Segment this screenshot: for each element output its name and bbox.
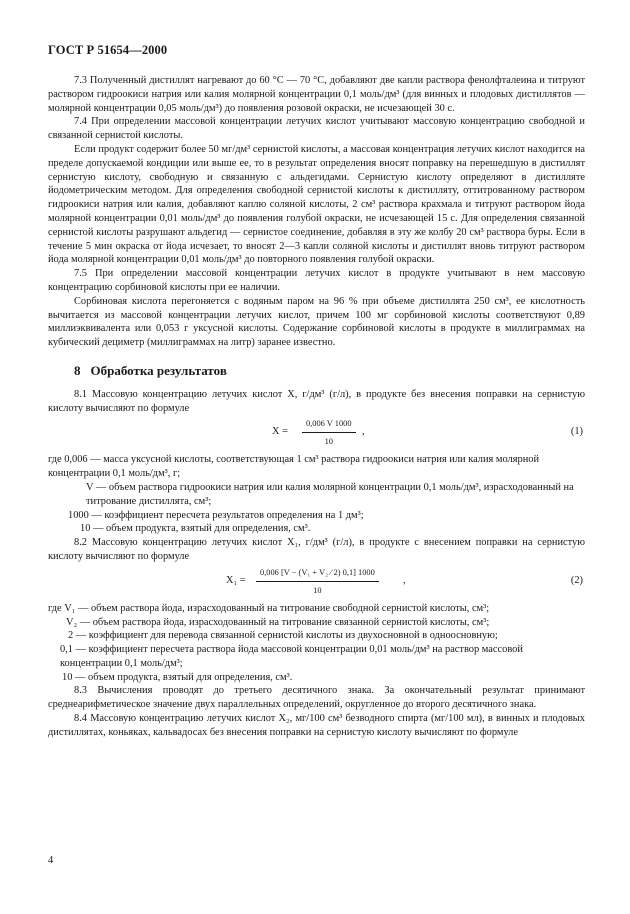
formula-2-lhs: X₁ = bbox=[226, 574, 246, 586]
section-heading bbox=[74, 364, 585, 378]
definition-symbol: 10 — bbox=[62, 671, 86, 683]
formula-1-comma: , bbox=[362, 426, 365, 438]
definition-text: объем раствора йода, израсходованный на титрование свободной сернистой кислоты, см³; bbox=[90, 602, 490, 614]
definition-text: коэффициент пересчета раствора йода массовой концентрации 0,01 моль/дм³ на раствор массовой концентрации 0,1 моль/дм³; bbox=[60, 644, 523, 669]
formula-2-number: (2) bbox=[570, 574, 583, 586]
formula-1-denominator: 10 bbox=[324, 437, 333, 447]
paragraph-sorbic: Сорбиновая кислота перегоняется с водяным паром на 96 % при объеме дистиллята 250 см³, ее кислотность вычитается из массовой концентрации летучих кислот, причем 100 мг сорбиновой кислоты соответствуют 0,89 миллиэквивалента или 0,053 г уксусной кислоты. Содержание сорбиновой кислоты в продукте в миллиграммах на кубический дециметр (миллиграммах на литр) заранее известно. bbox=[48, 295, 585, 349]
definition-item bbox=[48, 643, 585, 671]
paragraph-7-4: 7.4 При определении массовой концентрации летучих кислот учитывают массовую концентрацию свободной и связанной сернистой кислоты. bbox=[48, 116, 585, 142]
formula-2-numerator: 0,006 [V − (V₁ + V₂ ∕ 2) 0,1] 1000 bbox=[256, 566, 379, 582]
definition-item bbox=[48, 602, 585, 616]
definition-item bbox=[48, 671, 585, 685]
formula-2-comma: , bbox=[403, 574, 406, 586]
definition-text: объем продукта, взятый для определения, см³. bbox=[106, 523, 311, 535]
formula-1-numerator: 0,006 V 1000 bbox=[302, 417, 356, 433]
paragraph-8-4: 8.4 Массовую концентрацию летучих кислот X₂, мг/100 см³ безводного спирта (мг/100 мл), в винных и плодовых дистиллятах, коньяках, кальвадосах без внесения поправки на сернистую кислоту вычисляют по формуле bbox=[48, 713, 585, 738]
formula-1-lhs: X = bbox=[272, 426, 288, 438]
paragraph-7-5: 7.5 При определении массовой концентрации летучих кислот в продукте учитывают в нем массовую концентрацию сорбиновой кислоты при ее наличии. bbox=[48, 268, 585, 293]
definition-text: коэффициент для перевода связанной сернистой кислоты из двухосновной в одноосновную; bbox=[88, 630, 498, 642]
paragraph-sulfurous: Если продукт содержит более 50 мг/дм³ сернистой кислоты, а массовая концентрация летучих кислот находится на пределе допускаемой кондиции или выше ее, то в результат определения вносят поправку на перешедшую в дистиллят сернистую кислоту, свободную и связанную с альдегидами. Сернистую кислоту определяют в дистилляте йодометрическим методом. Для определения свободной сернистой кислоты к дистилляту, оттитрованному раствором гидроокиси натрия или калия, добавляют каплю соляной кислоты, 2 см³ раствора крахмала и титруют раствором йода молярной концентрации 0,01 моль/дм³ до появления голубой окраски, не исчезающей 15 с. Для определения связанной сернистой кислоты разрушают альдегид — сернистое соединение, добавляя в эту же колбу 20 см³ раствора буры. Если в течение 5 мин окраска от йода исчезает, то вносят 2—3 капли соляной кислоты и дистиллят вновь титруют раствором йода молярной концентрации 0,01 моль/дм³ до повторного появления голубой окраски. bbox=[48, 143, 585, 266]
formula-1-definitions bbox=[48, 453, 585, 536]
definition-symbol: V — bbox=[86, 481, 107, 493]
formula-1-number: (1) bbox=[570, 426, 583, 438]
definition-text: коэффициент пересчета результатов определения на 1 дм³; bbox=[104, 509, 364, 521]
paragraph-7-3: 7.3 Полученный дистиллят нагревают до 60 °С — 70 °С, добавляют две капли раствора фенолфталеина и титруют раствором гидроокиси натрия или калия молярной концентрации 0,1 моль/дм³ (для винных и плодовых дистиллятов — молярной концентрации 0,05 моль/дм³) до появления розовой окраски, не исчезающей 30 с. bbox=[48, 75, 585, 114]
formula-2-denominator: 10 bbox=[313, 585, 322, 595]
definition-symbol: 0,1 — bbox=[60, 644, 86, 656]
formula-1-fraction bbox=[302, 417, 356, 449]
document-body bbox=[48, 74, 585, 740]
formula-1 bbox=[48, 417, 585, 451]
definition-item bbox=[48, 629, 585, 643]
definition-item bbox=[48, 453, 585, 481]
document-header: ГОСТ Р 51654—2000 bbox=[48, 43, 168, 57]
definition-text: объем раствора йода, израсходованный на титрование связанной сернистой кислоты, см³; bbox=[92, 616, 490, 628]
definition-item bbox=[48, 616, 585, 630]
paragraph-8-1: 8.1 Массовую концентрацию летучих кислот X, г/дм³ (г/л), в продукте без внесения поправки на сернистую кислоту вычисляют по формуле bbox=[48, 388, 585, 414]
section-number: 8 bbox=[74, 362, 81, 378]
section-title: Обработка результатов bbox=[90, 362, 227, 378]
definition-item bbox=[48, 509, 585, 523]
definition-text: объем раствора гидроокиси натрия или калия молярной концентрации 0,1 моль/дм³, израсходованный на титрование дистиллята, см³; bbox=[86, 481, 574, 507]
definition-text: объем продукта, взятый для определения, см³. bbox=[88, 671, 293, 683]
formula-2-fraction bbox=[256, 566, 379, 598]
definition-symbol: где V₁ — bbox=[48, 602, 89, 614]
definition-symbol: 2 — bbox=[68, 630, 87, 642]
definition-symbol: 1000 — bbox=[68, 509, 102, 521]
definition-item bbox=[48, 481, 585, 509]
definition-symbol: V₂ — bbox=[66, 616, 91, 628]
paragraph-8-2: 8.2 Массовую концентрацию летучих кислот X₁, г/дм³ (г/л), в продукте с внесением поправки на сернистую кислоту вычисляют по формуле bbox=[48, 537, 585, 562]
definition-text: масса уксусной кислоты, соответствующая 1 см³ раствора гидроокиси натрия или калия молярной концентрации 0,1 моль/дм³, г; bbox=[48, 454, 540, 480]
definition-symbol: 10 — bbox=[80, 523, 104, 535]
definition-symbol: где 0,006 — bbox=[48, 454, 101, 466]
definition-item bbox=[48, 522, 585, 536]
formula-2-definitions bbox=[48, 602, 585, 685]
paragraph-8-3: 8.3 Вычисления проводят до третьего десятичного знака. За окончательный результат принимают среднеарифметическое значение двух параллельных определений, округленное до второго десятичного знака. bbox=[48, 685, 585, 711]
page-number: 4 bbox=[48, 855, 54, 866]
formula-2 bbox=[48, 566, 585, 600]
